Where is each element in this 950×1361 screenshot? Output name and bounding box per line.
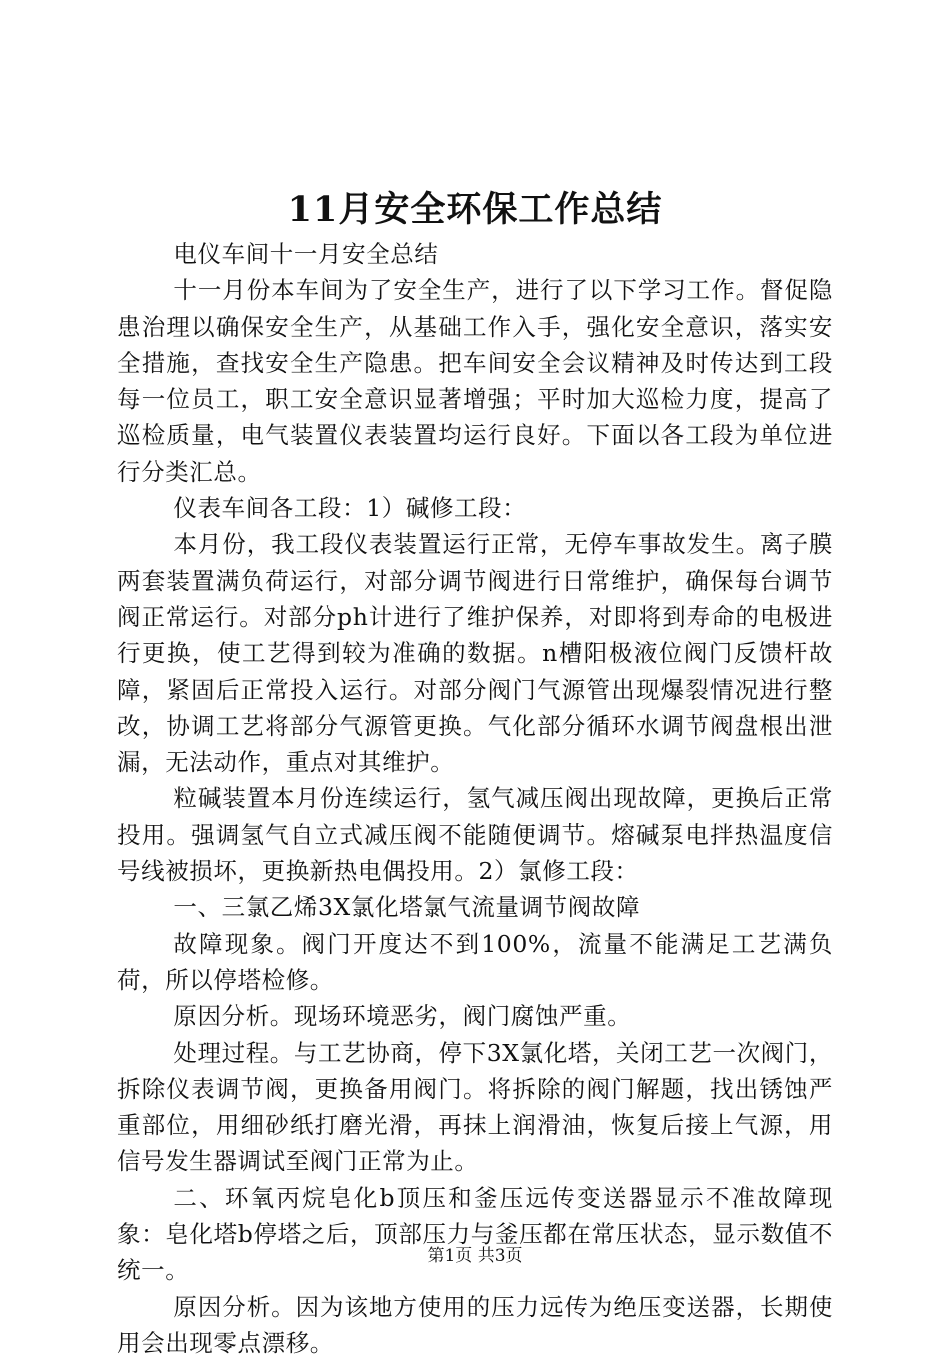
paragraph: 故障现象。阀门开度达不到100%，流量不能满足工艺满负荷，所以停塔检修。 bbox=[117, 929, 833, 994]
paragraph: 电仪车间十一月安全总结 bbox=[173, 240, 439, 268]
paragraph: 处理过程。与工艺协商，停下3X氯化塔，关闭工艺一次阀门，拆除仪表调节阀，更换备用阀门。将拆除的阀门解题，找出锈蚀严重部位，用细砂纸打磨光滑，再抹上润滑油，恢复后接上气源，用信号发生器调试至阀门正常为止。 bbox=[117, 1038, 833, 1176]
paragraph: 十一月份本车间为了安全生产，进行了以下学习工作。督促隐患治理以确保安全生产，从基础工作入手，强化安全意识，落实安全措施，查找安全生产隐患。把车间安全会议精神及时传达到工段每一位员工，职工安全意识显著增强；平时加大巡检力度，提高了巡检质量，电气装置仪表装置均运行良好。下面以各工段为单位进行分类汇总。 bbox=[117, 276, 833, 486]
paragraph: 本月份，我工段仪表装置运行正常，无停车事故发生。离子膜两套装置满负荷运行，对部分调节阀进行日常维护，确保每台调节阀正常运行。对部分ph计进行了维护保养，对即将到寿命的电极进行更换，使工艺得到较为准确的数据。n槽阳极液位阀门反馈杆故障，紧固后正常投入运行。对部分阀门气源管出现爆裂情况进行整改，协调工艺将部分气源管更换。气化部分循环水调节阀盘根出泄漏，无法动作，重点对其维护。 bbox=[117, 530, 833, 777]
paragraph: 原因分析。现场环境恶劣，阀门腐蚀严重。 bbox=[173, 1002, 632, 1031]
paragraph: 原因分析。因为该地方使用的压力远传为绝压变送器，长期使用会出现零点漂移。 bbox=[117, 1292, 833, 1357]
document-body bbox=[117, 236, 833, 1361]
document-title: 11月安全环保工作总结 bbox=[287, 189, 663, 230]
paragraph: 仪表车间各工段：1）碱修工段： bbox=[173, 494, 527, 523]
paragraph: 二、环氧丙烷皂化b顶压和釜压远传变送器显示不准故障现象：皂化塔b停塔之后，顶部压力与釜压都在常压状态，显示数值不统一。 bbox=[117, 1183, 833, 1285]
page-footer: 第1页 共3页 bbox=[427, 1246, 523, 1266]
paragraph: 粒碱装置本月份连续运行，氢气减压阀出现故障，更换后正常投用。强调氢气自立式减压阀不能随便调节。熔碱泵电拌热温度信号线被损坏，更换新热电偶投用。2）氯修工段： bbox=[117, 784, 833, 886]
paragraph: 一、三氯乙烯3X氯化塔氯气流量调节阀故障 bbox=[173, 893, 641, 922]
